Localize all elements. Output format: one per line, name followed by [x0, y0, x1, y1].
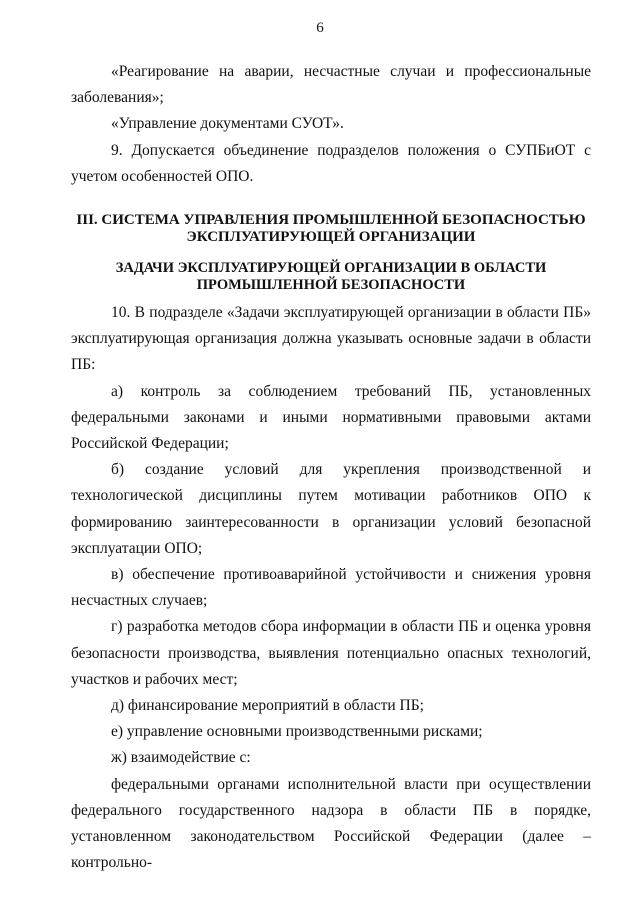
- section-title: [71, 212, 591, 246]
- paragraph-item-9: 9. Допускается объединение подразделов положения о СУПБиОТ с учетом особенностей ОПО.: [71, 141, 591, 185]
- page-number: 6: [316, 20, 324, 36]
- subsection-title: [71, 260, 591, 294]
- list-item-e: е) управление основными производственными рисками;: [111, 723, 483, 741]
- paragraph-emergency-response: «Реагирование на аварии, несчастные случаи и профессиональные заболевания»;: [71, 63, 591, 107]
- paragraph-item-10: 10. В подразделе «Задачи эксплуатирующей организации в области ПБ» эксплуатирующая организация должна указывать основные задачи в области ПБ:: [71, 304, 591, 374]
- page-content: [71, 59, 591, 876]
- paragraph-document-management: «Управление документами СУОТ».: [111, 115, 344, 133]
- section-title-line-1: III. СИСТЕМА УПРАВЛЕНИЯ ПРОМЫШЛЕННОЙ БЕЗОПАСНОСТЬЮ: [76, 212, 586, 229]
- list-item-v: в) обеспечение противоаварийной устойчивости и снижения уровня несчастных случаев;: [71, 566, 591, 610]
- paragraph-federal-bodies: федеральными органами исполнительной власти при осуществлении федерального государственного надзора в области ПБ в порядке, установленном законодательством Российской Федерации (далее – контрольно-: [71, 775, 591, 872]
- list-item-zh: ж) взаимодействие с:: [111, 749, 251, 767]
- list-item-g: г) разработка методов сбора информации в области ПБ и оценка уровня безопасности производства, выявления потенциально опасных технологий, участков и рабочих мест;: [71, 618, 591, 688]
- subsection-title-line-2: ПРОМЫШЛЕННОЙ БЕЗОПАСНОСТИ: [196, 277, 466, 294]
- list-item-a: а) контроль за соблюдением требований ПБ, установленных федеральными законами и иными нормативными правовыми актами Российской Федерации;: [71, 382, 591, 453]
- section-title-line-2: ЭКСПЛУАТИРУЮЩЕЙ ОРГАНИЗАЦИИ: [186, 229, 476, 246]
- subsection-title-line-1: ЗАДАЧИ ЭКСПЛУАТИРУЮЩЕЙ ОРГАНИЗАЦИИ В ОБЛАСТИ: [115, 260, 547, 277]
- list-item-d: д) финансирование мероприятий в области ПБ;: [111, 697, 424, 715]
- list-item-b: б) создание условий для укрепления производственной и технологической дисциплины путем мотивации работников ОПО к формированию заинтересованности в организации условий безопасной эксплуатации ОПО;: [71, 461, 591, 557]
